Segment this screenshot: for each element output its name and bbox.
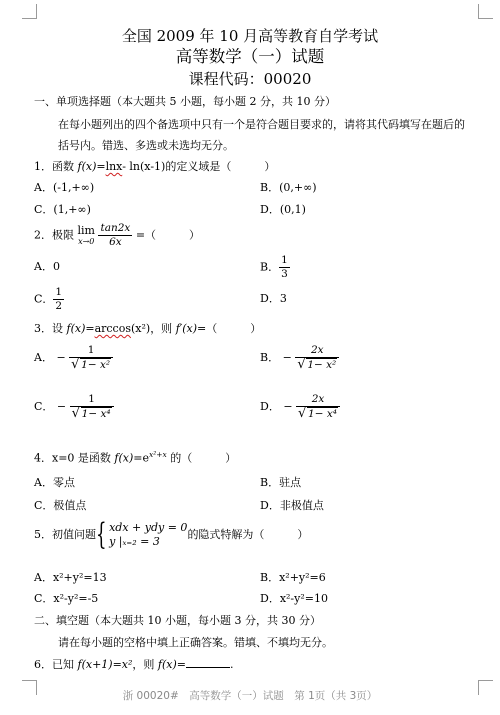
q5-option-a: A．x²+y²=13 [34, 571, 107, 584]
limit-expression: lim x→0 [77, 223, 95, 246]
question-number: 4． [34, 451, 52, 465]
equation-system: xdx + ydy = 0 y |ₓ₌₂ = 3 [109, 521, 188, 548]
question-3: 3．设 f(x)=arccos(x²)，则 f′(x)=（ ） [34, 322, 262, 335]
q2-option-a: A．0 [34, 260, 60, 273]
q5-option-b: B．x²+y²=6 [260, 571, 326, 584]
q4-option-b: B．驻点 [260, 476, 302, 489]
question-number: 3． [34, 322, 52, 335]
question-number: 5． [34, 528, 52, 541]
q4-option-a: A．零点 [34, 476, 75, 489]
section-1-instruction-1: 在每小题列出的四个备选项中只有一个是符合题目要求的，请将其代码填写在题后的 [58, 118, 465, 131]
fraction: $\frac{1}{2}$ [55, 286, 63, 312]
course-code: 课程代码：00020 [188, 70, 312, 88]
q1-option-c: C．(1,+∞) [34, 203, 91, 216]
fraction: $\frac{1}{3}$ [281, 254, 288, 280]
spell-check-mark: arccos [94, 322, 131, 335]
fraction: 1 √ 1− x⁴ [70, 393, 114, 421]
q3-option-b: B． − 2x √ 1− x² [260, 343, 339, 373]
q3-option-c: C． − 1 √ 1− x⁴ [34, 392, 114, 422]
section-2-instruction: 请在每小题的空格中填上正确答案。错填、不填均无分。 [58, 636, 333, 649]
question-2: 2．极限 lim x→0 $\frac{\tan 2x}{6x}$ =（ ） [34, 222, 201, 248]
question-5: 5．初值问题{ xdx + ydy = 0 y |ₓ₌₂ = 3 的隐式特解为（ ） [34, 517, 309, 552]
q4-option-d: D．非极值点 [260, 499, 324, 512]
fraction: $\frac{\tan 2x}{6x}$ [100, 222, 131, 248]
question-number: 2． [34, 228, 52, 242]
q5-option-d: D．x²-y²=10 [260, 592, 328, 605]
exam-title: 全国 2009 年 10 月高等教育自学考试 [121, 27, 379, 45]
q2-option-b: B． $\frac{1}{3}$ [260, 254, 288, 280]
q1-option-d: D．(0,1) [260, 203, 306, 216]
square-root: √ 1− x² [297, 357, 337, 372]
q1-option-b: B．(0,+∞) [260, 181, 317, 194]
answer-blank [186, 657, 230, 668]
q2-option-d: D．3 [260, 292, 287, 305]
section-1-instruction-2: 括号内。错选、多选或未选均无分。 [58, 139, 234, 152]
q3-option-d: D． − 2x √ 1− x⁴ [260, 392, 340, 422]
fraction: 2x √ 1− x² [295, 344, 339, 372]
question-number: 1． [34, 160, 52, 173]
q2-option-c: C． $\frac{1}{2}$ [34, 286, 63, 312]
q4-option-c: C．极值点 [34, 499, 87, 512]
q3-option-a: A． − 1 √ 1− x² [34, 343, 113, 373]
exam-subject: 高等数学（一）试题 [175, 47, 325, 66]
question-number: 6． [34, 658, 52, 671]
crop-mark-top-left [22, 4, 37, 19]
square-root: √ 1− x⁴ [71, 406, 111, 421]
spell-check-mark: lnx [105, 160, 123, 173]
section-1-heading: 一、单项选择题（本大题共 5 小题，每小题 2 分，共 10 分） [34, 95, 336, 108]
q1-option-a: A．(-1,+∞) [34, 181, 95, 194]
brace: { [96, 517, 107, 552]
q5-option-c: C．x²-y²=-5 [34, 592, 99, 605]
square-root: √ 1− x⁴ [298, 406, 337, 421]
fraction: 2x √ 1− x⁴ [296, 393, 340, 421]
fraction: 1 √ 1− x² [69, 344, 113, 372]
page-footer: 浙 00020# 高等数学（一）试题 第 1页（共 3页） [122, 690, 378, 702]
square-root: √ 1− x² [71, 357, 111, 372]
section-2-heading: 二、填空题（本大题共 10 小题，每小题 3 分，共 30 分） [34, 614, 321, 627]
question-4: 4．x=0 是函数 $f(x)=e^{x^2+x}$ 的（ ） [34, 450, 237, 465]
question-1: 1．函数 f(x)=lnx- ln(x-1)的定义域是（ ） [34, 160, 276, 173]
question-6: 6．已知 f(x+1)=x²，则 f(x)= . [34, 658, 234, 671]
crop-mark-top-right [478, 4, 493, 19]
